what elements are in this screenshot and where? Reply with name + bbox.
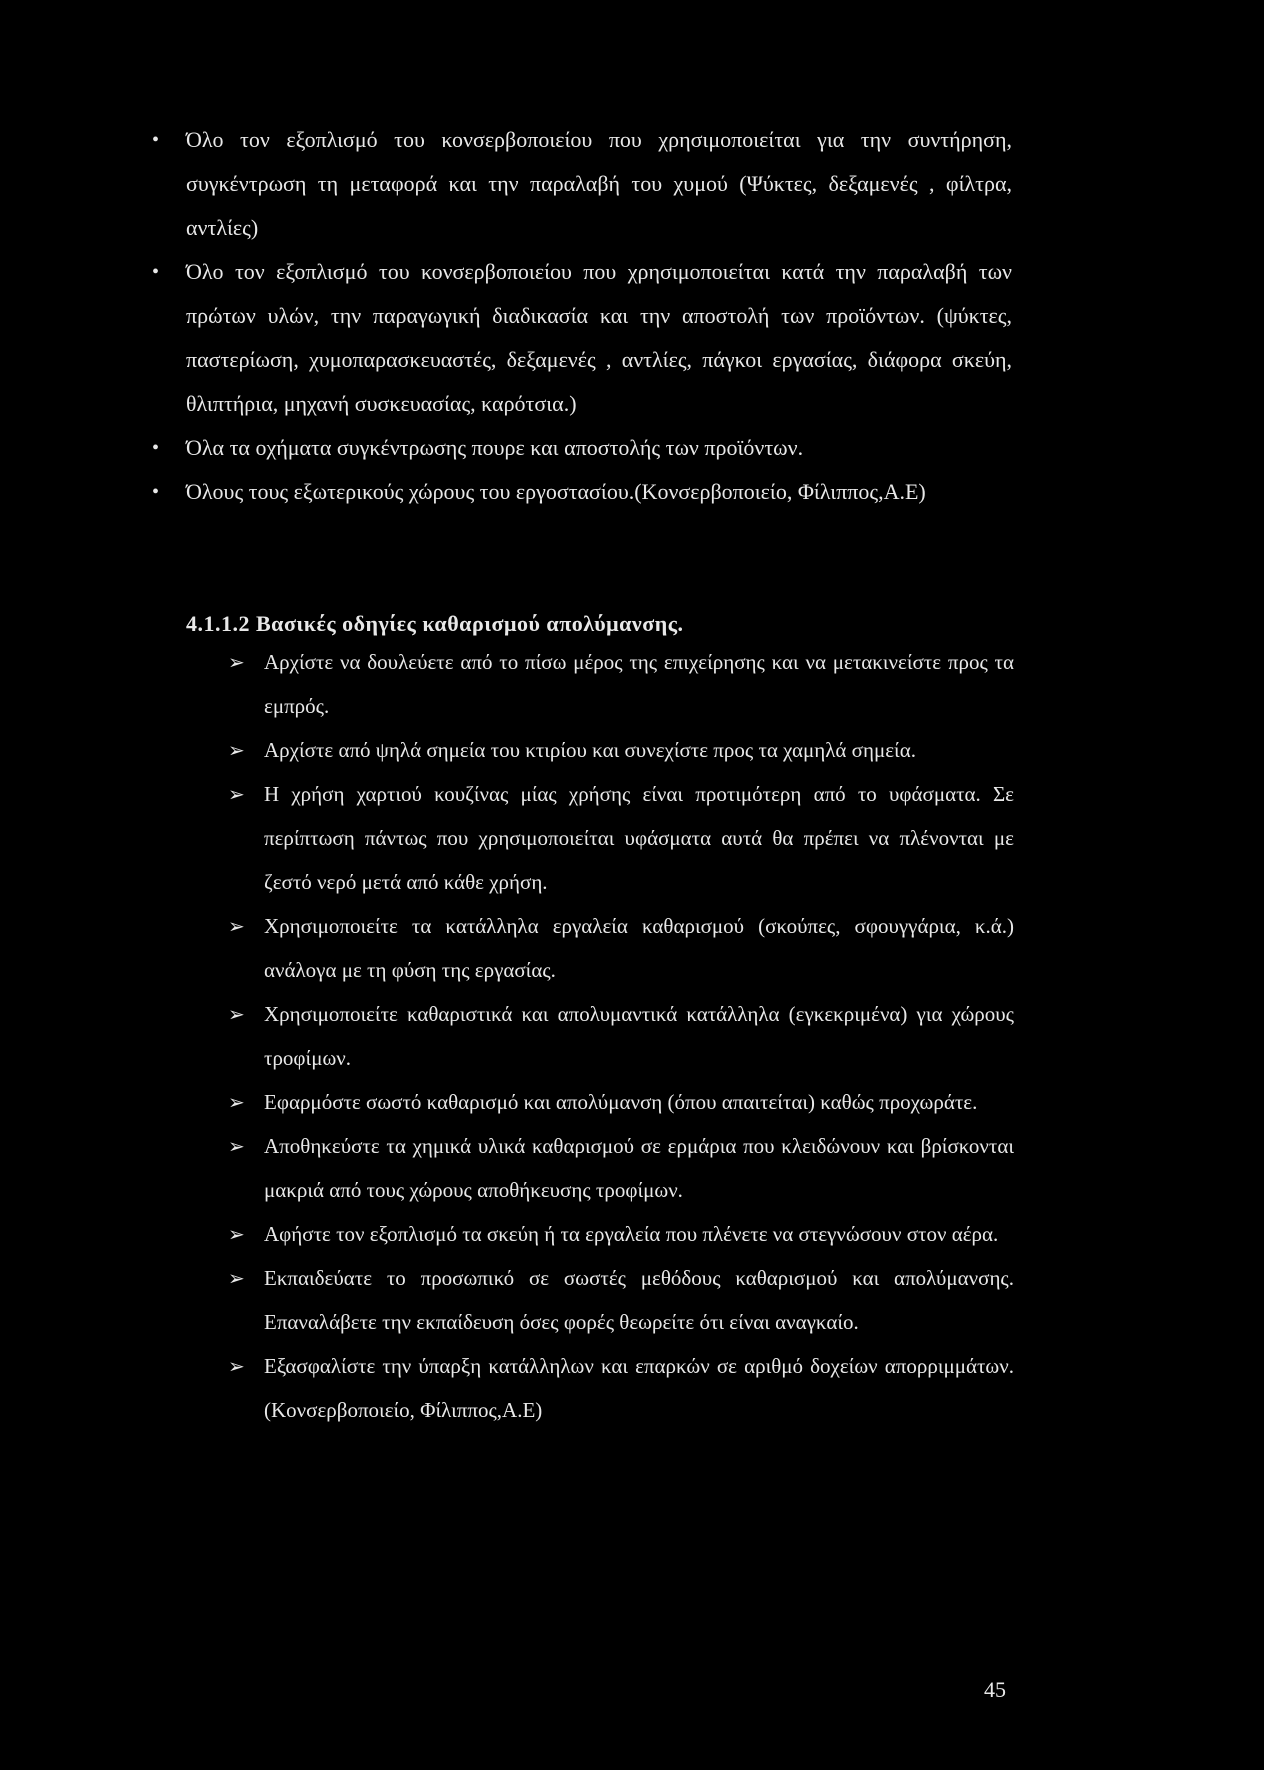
guideline-text: Αρχίστε να δουλεύετε από το πίσω μέρος της επιχείρησης και να μετακινείστε προς τα εμπρός. [264,650,1014,718]
bullet-item: • Όλους τους εξωτερικούς χώρους του εργοστασίου.(Κονσερβοποιείο, Φίλιππος,Α.Ε) [186,470,1012,514]
guideline-text: Εφαρμόστε σωστό καθαρισμό και απολύμανση (όπου απαιτείται) καθώς προχωράτε. [264,1090,978,1114]
guideline-item [228,640,1014,728]
bullet-item: • Όλο τον εξοπλισμό του κονσερβοποιείου που χρησιμοποιείται κατά την παραλαβή των πρώτων υλών, την παραγωγική διαδικασία και την αποστολή των προϊόντων. (ψύκτες, παστερίωση, χυμοπαρασκευαστές, δεξαμενές , αντλίες, πάγκοι εργασίας, διάφορα σκεύη, θλιπτήρια, μηχανή συσκευασίας, καρότσια.) [186,250,1012,426]
guideline-text: Αποθηκεύστε τα χημικά υλικά καθαρισμού σε ερμάρια που κλειδώνουν και βρίσκονται μακριά από τους χώρους αποθήκευσης τροφίμων. [264,1134,1014,1202]
guideline-text: Χρησιμοποιείτε καθαριστικά και απολυμαντικά κατάλληλα (εγκεκριμένα) για χώρους τροφίμων. [264,1002,1014,1070]
arrow-bullet-icon: ➢ [228,738,245,762]
guideline-item [228,728,1014,772]
guideline-item [228,1212,1014,1256]
bullet-item: • Όλα τα οχήματα συγκέντρωσης πουρε και αποστολής των προϊόντων. [186,426,1012,470]
arrow-bullet-icon: ➢ [228,1002,245,1026]
section-heading: 4.1.1.2 Βασικές οδηγίες καθαρισμού απολύμανσης. [186,611,684,636]
guideline-item [228,1256,1014,1344]
cleaning-guidelines-list [228,640,1014,1432]
arrow-bullet-icon: ➢ [228,782,245,806]
guideline-item [228,904,1014,992]
guideline-text: Εξασφαλίστε την ύπαρξη κατάλληλων και επαρκών σε αριθμό δοχείων απορριμμάτων. (Κονσερβοποιείο, Φίλιππος,Α.Ε) [264,1354,1014,1422]
arrow-bullet-icon: ➢ [228,1222,245,1246]
guideline-item [228,772,1014,904]
arrow-bullet-icon: ➢ [228,1266,245,1290]
arrow-bullet-icon: ➢ [228,914,245,938]
arrow-bullet-icon: ➢ [228,1090,245,1114]
arrow-bullet-icon: ➢ [228,650,245,674]
arrow-bullet-icon: ➢ [228,1134,245,1158]
guideline-text: Εκπαιδεύατε το προσωπικό σε σωστές μεθόδους καθαρισμού και απολύμανσης. Επαναλάβετε την εκπαίδευση όσες φορές θεωρείτε ότι είναι αναγκαίο. [264,1266,1014,1334]
arrow-bullet-icon: ➢ [228,1354,245,1378]
guideline-text: Η χρήση χαρτιού κουζίνας μίας χρήσης είναι προτιμότερη από το υφάσματα. Σε περίπτωση πάντως που χρησιμοποιείται υφάσματα αυτά θα πρέπει να πλένονται με ζεστό νερό μετά από κάθε χρήση. [264,782,1014,894]
bullet-item: • Όλο τον εξοπλισμό του κονσερβοποιείου που χρησιμοποιείται για την συντήρηση, συγκέντρωση τη μεταφορά και την παραλαβή του χυμού (Ψύκτες, δεξαμενές , φίλτρα, αντλίες) [186,118,1012,250]
guideline-text: Αφήστε τον εξοπλισμό τα σκεύη ή τα εργαλεία που πλένετε να στεγνώσουν στον αέρα. [264,1222,999,1246]
guideline-item [228,992,1014,1080]
guideline-item [228,1344,1014,1432]
equipment-bullet-list [186,118,1012,514]
page-number: 45 [984,1677,1006,1702]
guideline-text: Αρχίστε από ψηλά σημεία του κτιρίου και συνεχίστε προς τα χαμηλά σημεία. [264,738,916,762]
guideline-text: Χρησιμοποιείτε τα κατάλληλα εργαλεία καθαρισμού (σκούπες, σφουγγάρια, κ.ά.) ανάλογα με τη φύση της εργασίας. [264,914,1014,982]
guideline-item [228,1124,1014,1212]
guideline-item [228,1080,1014,1124]
